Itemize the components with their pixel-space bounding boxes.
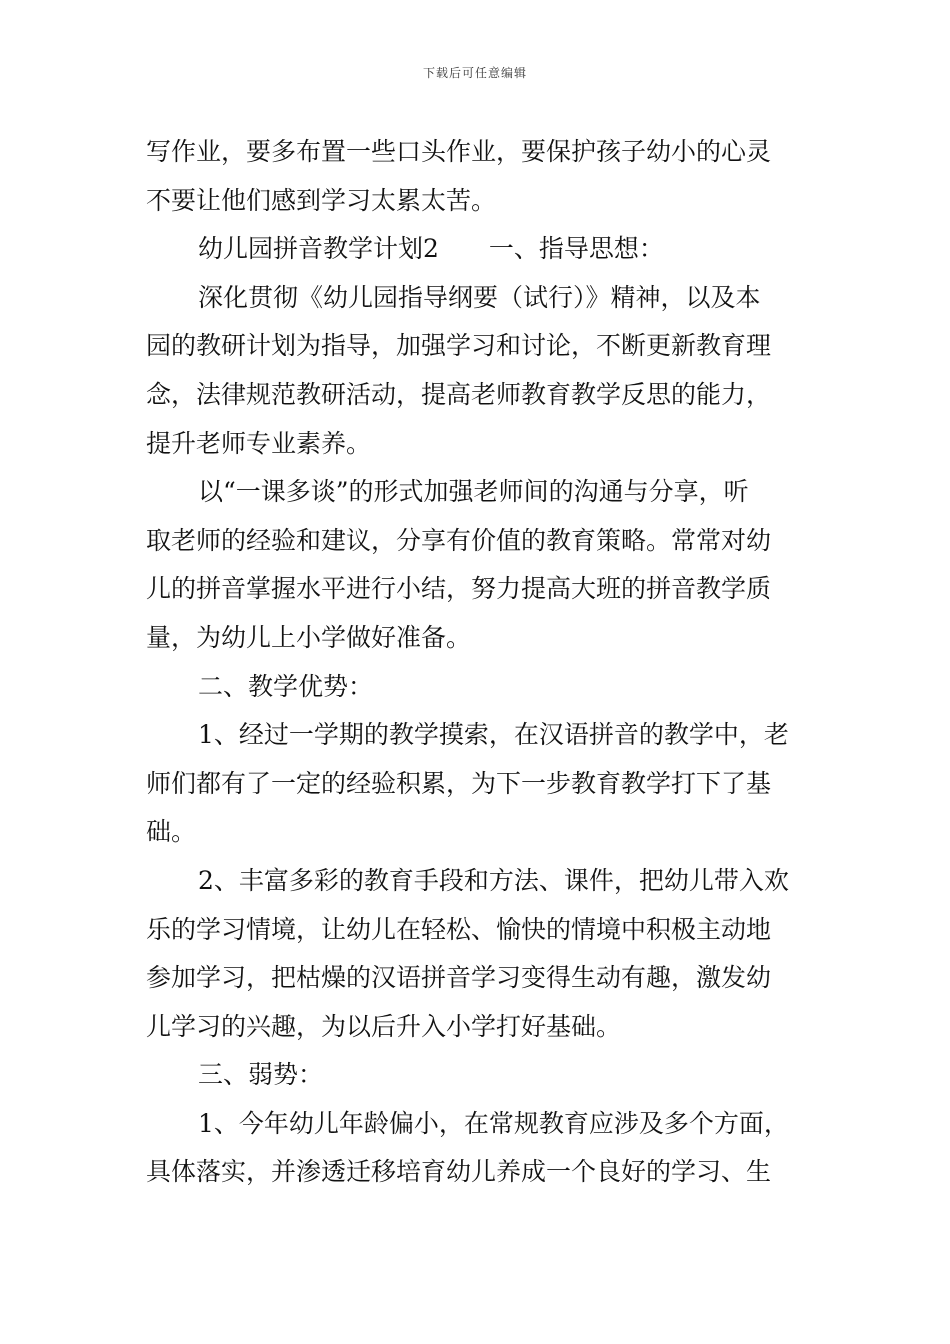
- text-line: 参加学习，把枯燥的汉语拼音学习变得生动有趣，激发幼: [146, 963, 772, 993]
- section-title-line: 幼儿园拼音教学计划2 一、指导思想：: [198, 234, 664, 264]
- text-line: 2、丰富多彩的教育手段和方法、课件，把幼儿带入欢: [198, 865, 789, 895]
- text-line: 取老师的经验和建议，分享有价值的教育策略。常常对幼: [146, 525, 772, 555]
- text-line: 以“一课多谈”的形式加强老师间的沟通与分享，听: [198, 477, 749, 507]
- text-line: 具体落实，并渗透迁移培育幼儿养成一个良好的学习、生: [146, 1157, 772, 1187]
- text-line: 儿学习的兴趣，为以后升入小学打好基础。: [146, 1011, 622, 1041]
- text-line: 提升老师专业素养。: [146, 428, 372, 458]
- text-line: 深化贯彻《幼儿园指导纲要（试行）》精神，以及本: [198, 282, 761, 312]
- text-line: 1、经过一学期的教学摸索，在汉语拼音的教学中，老: [198, 720, 789, 750]
- text-line: 础。: [146, 817, 197, 847]
- text-line: 乐的学习情境，让幼儿在轻松、愉快的情境中积极主动地: [146, 914, 772, 944]
- page-header: 下载后可任意编辑: [422, 66, 527, 80]
- text-line: 师们都有了一定的经验积累，为下一步教育教学打下了基: [146, 768, 772, 798]
- text-line: 1、今年幼儿年龄偏小，在常规教育应涉及多个方面，: [198, 1108, 789, 1138]
- section-heading: 三、弱势：: [198, 1060, 324, 1090]
- text-line: 园的教研计划为指导，加强学习和讨论，不断更新教育理: [146, 331, 772, 361]
- document-body: [146, 128, 808, 1197]
- text-line: 量，为幼儿上小学做好准备。: [146, 622, 472, 652]
- text-line: 不要让他们感到学习太累太苦。: [146, 185, 497, 215]
- text-line: 儿的拼音掌握水平进行小结，努力提高大班的拼音教学质: [146, 574, 772, 604]
- text-line: 写作业，要多布置一些口头作业，要保护孩子幼小的心灵: [146, 137, 772, 166]
- section-heading: 二、教学优势：: [198, 671, 374, 701]
- text-line: 念，法律规范教研活动，提高老师教育教学反思的能力，: [146, 379, 772, 409]
